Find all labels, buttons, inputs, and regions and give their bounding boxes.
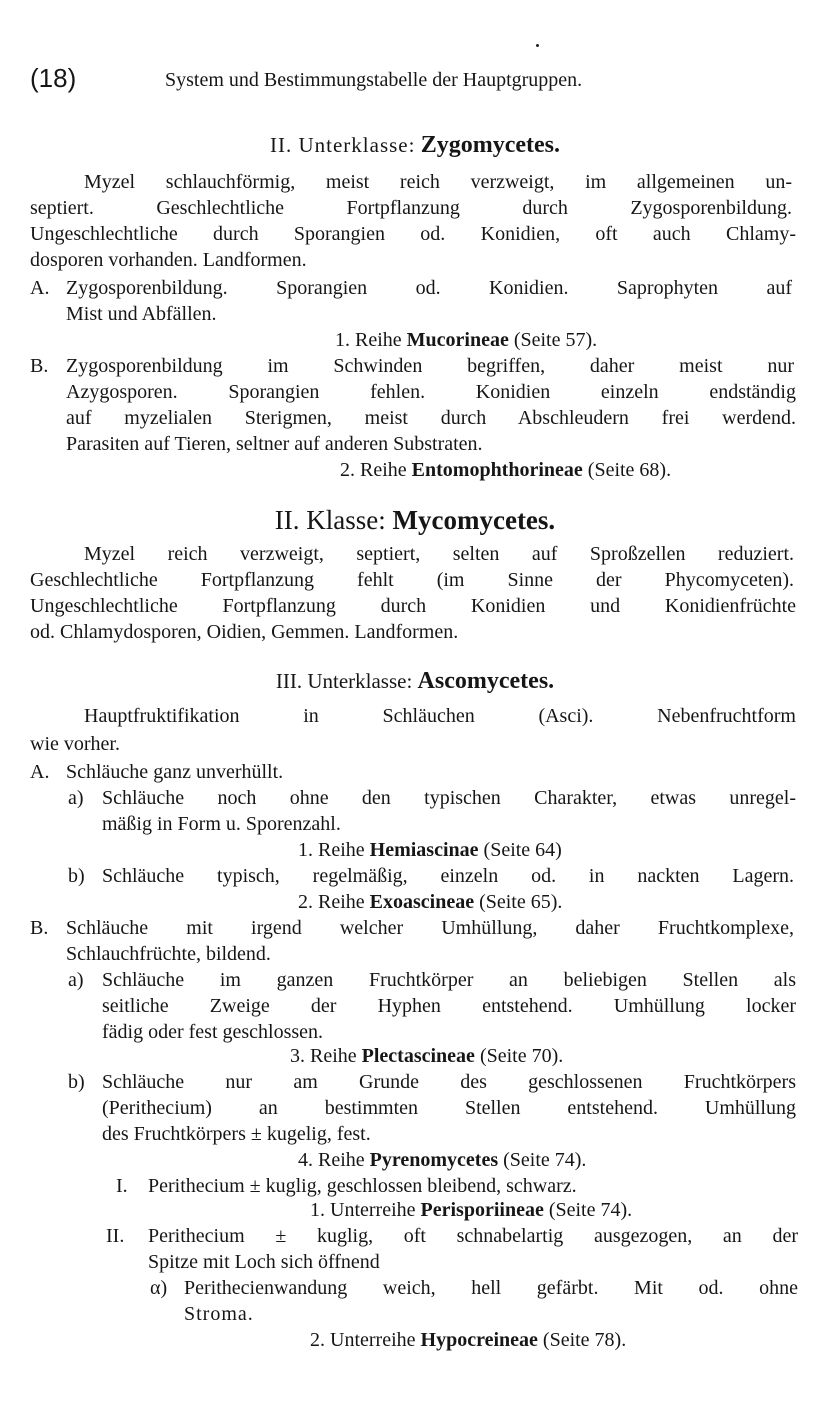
text-line: Perithecium ± kuglig, geschlossen bleibend, schwarz. <box>148 1175 577 1197</box>
text-line: Schläuche im ganzen Fruchtkörper an beliebigen Stellen als <box>102 969 796 991</box>
text-line: Schlauchfrüchte, bildend. <box>66 943 271 965</box>
reihe-line <box>298 1146 718 1174</box>
text-line: Schläuche mit irgend welcher Umhüllung, daher Fruchtkomplexe, <box>66 917 794 939</box>
text-line: Schläuche noch ohne den typischen Charakter, etwas unregel- <box>102 787 796 809</box>
text-line: Myzel schlauchförmig, meist reich verzweigt, im allgemeinen un- <box>84 171 792 193</box>
item-label-A: A. <box>30 277 50 299</box>
reihe-prefix: 1. Reihe <box>298 839 365 861</box>
reihe-prefix: 4. Reihe <box>298 1149 365 1171</box>
heading-zygomycetes <box>0 128 830 162</box>
text-line: fädig oder fest geschlossen. <box>102 1021 324 1043</box>
reihe-line <box>310 1326 770 1354</box>
reihe-line <box>298 836 698 864</box>
text-line: Spitze mit Loch sich öffnend <box>148 1251 380 1273</box>
text-line: Ungeschlechtliche durch Sporangien od. Konidien, oft auch Chlamy- <box>30 223 796 245</box>
item-label-B: B. <box>30 355 49 377</box>
item-label-a: a) <box>68 787 84 809</box>
reihe-prefix: 2. Unterreihe <box>310 1329 416 1351</box>
reihe-page-ref: (Seite 78). <box>542 1329 627 1351</box>
page-number: (18) <box>30 63 77 93</box>
reihe-prefix: 2. Reihe <box>340 459 407 481</box>
reihe-name: Plectascineae <box>361 1045 475 1067</box>
reihe-prefix: 2. Reihe <box>298 891 365 913</box>
text-line: Geschlechtliche Fortpflanzung fehlt (im Sinne der Phycomyceten). <box>30 569 794 591</box>
text-line: auf myzelialen Sterigmen, meist durch Abschleudern frei werdend. <box>66 407 796 429</box>
item-label-I: I. <box>116 1175 128 1197</box>
reihe-page-ref: (Seite 74). <box>548 1199 633 1221</box>
reihe-line <box>340 456 790 484</box>
heading-prefix: III. Unterklasse: <box>275 669 413 693</box>
reihe-line <box>298 888 698 916</box>
text-line: wie vorher. <box>30 733 120 755</box>
text-line: Myzel reich verzweigt, septiert, selten auf Sproßzellen reduziert. <box>84 543 794 565</box>
text-line: Zygosporenbildung im Schwinden begriffen, daher meist nur <box>66 355 794 377</box>
heading-prefix: II. Unterklasse: <box>269 133 416 157</box>
item-label-b: b) <box>68 1071 85 1093</box>
heading-mycomycetes <box>0 500 830 540</box>
text-line: Stroma. <box>184 1303 254 1325</box>
text-line: Hauptfruktifikation in Schläuchen (Asci). Nebenfruchtform <box>84 705 796 727</box>
text-line: Zygosporenbildung. Sporangien od. Konidien. Saprophyten auf <box>66 277 792 299</box>
text-line: dosporen vorhanden. Landformen. <box>30 249 307 271</box>
item-label-alpha: α) <box>150 1277 168 1299</box>
item-label-II: II. <box>106 1225 125 1247</box>
reihe-name: Pyrenomycetes <box>369 1149 499 1171</box>
text-line: (Perithecium) an bestimmten Stellen entstehend. Umhüllung <box>102 1097 796 1119</box>
reihe-name: Entomophthorineae <box>411 459 583 481</box>
reihe-line <box>290 1042 690 1070</box>
heading-taxon: Ascomycetes. <box>417 668 555 694</box>
reihe-name: Exoascineae <box>369 891 475 913</box>
text-line: Perithecienwandung weich, hell gefärbt. Mit od. ohne <box>184 1277 798 1299</box>
text-line: od. Chlamydosporen, Oidien, Gemmen. Landformen. <box>30 621 459 643</box>
text-line: mäßig in Form u. Sporenzahl. <box>102 813 341 835</box>
reihe-page-ref: (Seite 64) <box>483 839 562 861</box>
reihe-page-ref: (Seite 65). <box>479 891 563 913</box>
text-line: Mist und Abfällen. <box>66 303 217 325</box>
reihe-page-ref: (Seite 57). <box>513 329 598 351</box>
text-line: Parasiten auf Tieren, seltner auf anderen Substraten. <box>66 433 483 455</box>
item-label-a: a) <box>68 969 84 991</box>
heading-taxon: Mycomycetes. <box>392 505 556 535</box>
text-line: septiert. Geschlechtliche Fortpflanzung durch Zygosporenbildung. <box>30 197 792 219</box>
item-label-A: A. <box>30 761 50 783</box>
text-line: Schläuche nur am Grunde des geschlossenen Fruchtkörpers <box>102 1071 796 1093</box>
reihe-name: Perisporiineae <box>420 1199 544 1221</box>
text-line: Ungeschlechtliche Fortpflanzung durch Konidien und Konidienfrüchte <box>30 595 796 617</box>
running-title: System und Bestimmungstabelle der Hauptgruppen. <box>165 69 583 91</box>
reihe-name: Mucorineae <box>406 329 509 351</box>
text-line: Perithecium ± kuglig, oft schnabelartig ausgezogen, an der <box>148 1225 798 1247</box>
heading-taxon: Zygomycetes. <box>420 132 560 158</box>
heading-ascomycetes <box>0 664 830 698</box>
reihe-line <box>335 326 735 354</box>
text-line: Azygosporen. Sporangien fehlen. Konidien einzeln endständig <box>66 381 796 403</box>
reihe-prefix: 1. Unterreihe <box>310 1199 416 1221</box>
reihe-prefix: 3. Reihe <box>290 1045 357 1067</box>
reihe-page-ref: (Seite 68). <box>587 459 672 481</box>
reihe-prefix: 1. Reihe <box>335 329 402 351</box>
text-line: Schläuche typisch, regelmäßig, einzeln od. in nackten Lagern. <box>102 865 794 887</box>
reihe-page-ref: (Seite 74). <box>503 1149 587 1171</box>
reihe-name: Hypocreineae <box>420 1329 538 1351</box>
text-line: des Fruchtkörpers ± kugelig, fest. <box>102 1123 371 1145</box>
heading-prefix: II. Klasse: <box>274 505 386 535</box>
reihe-page-ref: (Seite 70). <box>479 1045 564 1067</box>
reihe-line <box>310 1196 770 1224</box>
text-line: seitliche Zweige der Hyphen entstehend. Umhüllung locker <box>102 995 796 1017</box>
reihe-name: Hemiascinae <box>369 839 479 861</box>
item-label-B: B. <box>30 917 49 939</box>
item-label-b: b) <box>68 865 85 887</box>
text-line: Schläuche ganz unverhüllt. <box>66 761 284 783</box>
print-speck <box>536 44 539 47</box>
